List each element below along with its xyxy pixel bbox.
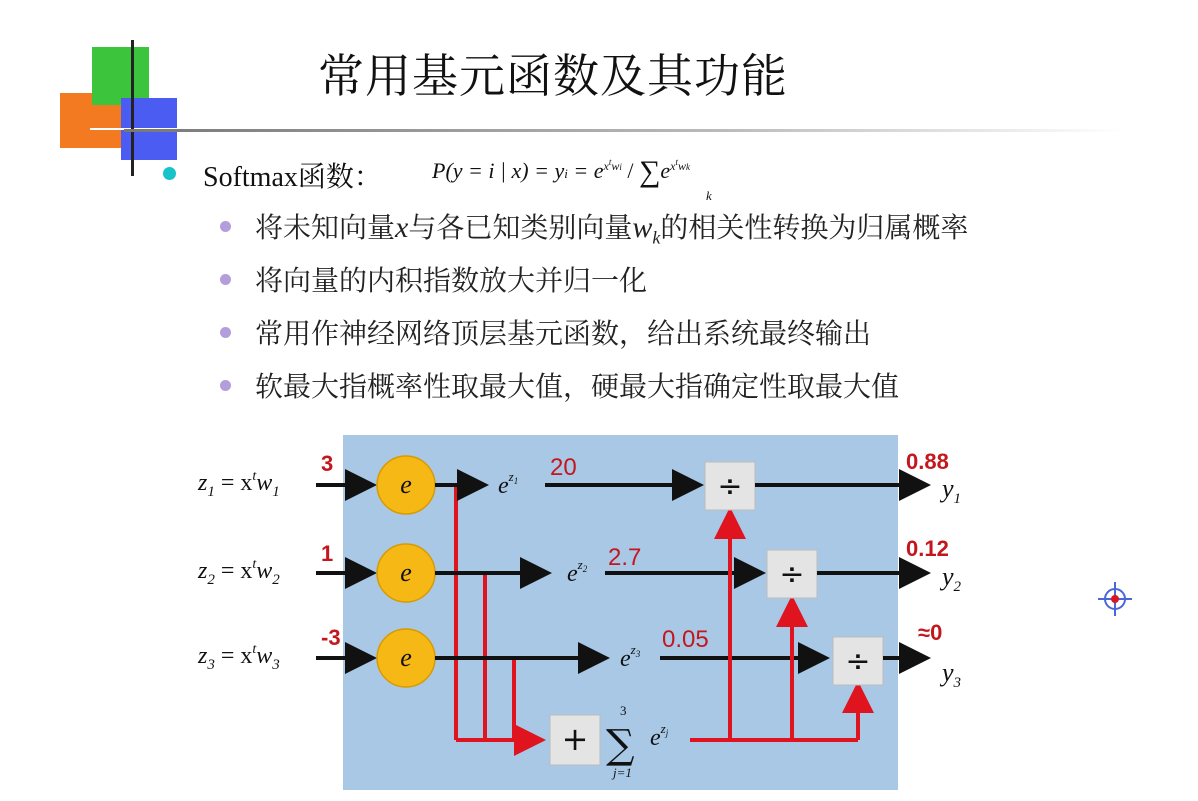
slide-title: 常用基元函数及其功能 <box>318 49 788 103</box>
level1-bullet-icon <box>163 167 176 180</box>
sum-symbol: ∑ <box>606 722 635 768</box>
softmax-formula: P(y = i | x) = yi = $e^{x^twi}$ / ∑ k $e^{x^twk}$ <box>432 155 712 203</box>
bullet-item: 将未知向量x与各已知类别向量$w_k$的相关性转换为归属概率 <box>220 206 968 249</box>
bullet-item: 将向量的内积指数放大并归一化 <box>220 259 647 299</box>
input-value-3: -3 <box>321 625 341 650</box>
divide-symbol: ÷ <box>845 644 871 679</box>
softmax-label: Softmax函数： <box>203 162 382 193</box>
plus-symbol: + <box>561 720 589 758</box>
exp-label-2: $e^z2$ <box>567 557 588 587</box>
title-rule <box>124 129 1124 132</box>
output-y1: $y_1$ <box>942 474 962 507</box>
output-y2: $y_2$ <box>942 562 962 595</box>
exp-label-3: $e^z3$ <box>620 642 641 672</box>
exp-label-1: $e^z1$ <box>498 469 519 499</box>
sum-lower-limit: j=1 <box>613 765 632 780</box>
logo-green-square <box>92 47 149 105</box>
output-value-1: 0.88 <box>906 449 949 474</box>
input-z2-label: $z_2 = x^tw_2$ <box>198 557 280 588</box>
softmax-diagram <box>180 425 980 795</box>
input-z1-label: $z_1 = x^tw_1$ <box>198 469 280 500</box>
input-value-1: 3 <box>321 451 334 476</box>
bullet-dot-icon <box>220 327 231 338</box>
sum-exp: $e^zj$ <box>650 721 669 751</box>
exp-value-3: 0.05 <box>662 626 709 653</box>
input-value-2: 1 <box>321 541 334 566</box>
bullet-dot-icon <box>220 221 231 232</box>
sum-upper-limit: 3 <box>620 703 627 718</box>
exp-value-1: 20 <box>550 454 577 481</box>
exp-value-2: 2.7 <box>608 544 642 571</box>
output-y3: $y_3$ <box>942 658 962 691</box>
exp-node-label: e <box>400 470 412 499</box>
bullet-item: 软最大指概率性取最大值，硬最大指确定性取最大值 <box>220 365 899 405</box>
output-value-3: ≈0 <box>918 620 943 645</box>
logo-vertical-line <box>131 40 134 176</box>
bullet-item: 常用作神经网络顶层基元函数，给出系统最终输出 <box>220 312 871 352</box>
output-value-2: 0.12 <box>906 536 949 561</box>
crosshair-target-icon[interactable] <box>1097 581 1133 617</box>
exp-node-label: e <box>400 558 412 587</box>
bullet-dot-icon <box>220 274 231 285</box>
bullet-dot-icon <box>220 380 231 391</box>
input-z3-label: $z_3 = x^tw_3$ <box>198 642 280 673</box>
divide-symbol: ÷ <box>779 557 805 592</box>
divide-symbol: ÷ <box>717 469 743 504</box>
exp-node-label: e <box>400 643 412 672</box>
